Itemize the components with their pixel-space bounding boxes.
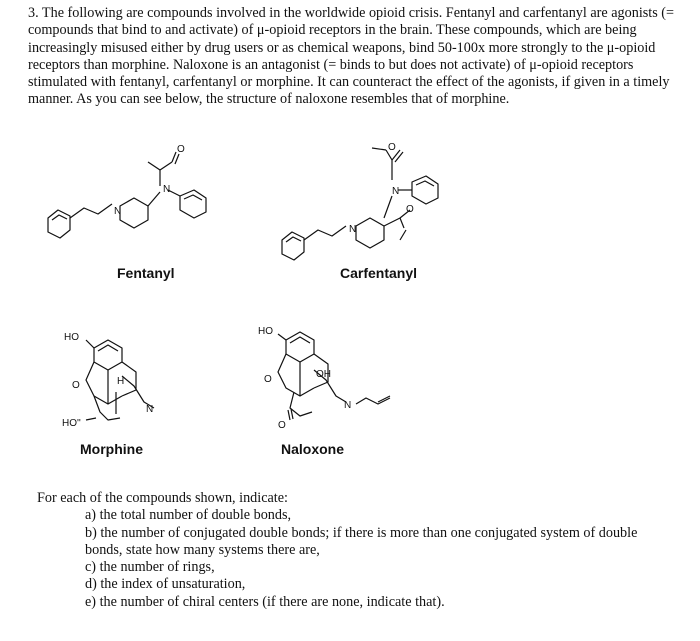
carfentanyl-n-amide-label: N [392,186,400,197]
question-item-c: c) the number of rings, [85,559,215,576]
morphine-h-label: H [117,376,125,387]
naloxone-structure [278,332,390,420]
morphine-label: Morphine [80,441,143,457]
naloxone-o-ketone-label: O [278,420,286,431]
fentanyl-n-amide-label: N [163,184,171,195]
question-item-b: b) the number of conjugated double bonds; if there is more than one conjugated system of double bonds, state how many systems there are, [85,524,638,558]
morphine-o-label: O [72,380,80,391]
question-item-a: a) the total number of double bonds, [85,507,292,524]
naloxone-oh-label: OH [316,369,331,380]
fentanyl-structure [48,152,206,238]
naloxone-n-label: N [344,400,352,411]
carfentanyl-structure [282,148,438,260]
naloxone-label: Naloxone [281,441,345,457]
problem-statement: 3. The following are compounds involved in the worldwide opioid crisis. Fentanyl and carfentanyl are agonists (= compounds that bind to and activate) of μ-opioid receptors in the brain. These compounds, which are being increasingly misused either by drug users or as chemical weapons, bind 50-100x more strongly to the μ-opioid receptors than morphine. Naloxone is an antagonist (= binds to but does not activate) of μ-opioid receptors stimulated with fentanyl, carfentanyl or morphine. It can counteract the effect of the agonists, if given in a timely manner. As you can see below, the structure of naloxone resembles that of morphine. [28,5,675,108]
naloxone-ho-label: HO [258,326,273,337]
fentanyl-label: Fentanyl [117,265,175,281]
carfentanyl-o-ester-label: O [406,204,414,215]
question-item-d: d) the index of unsaturation, [85,576,246,593]
questions-lead: For each of the compounds shown, indicate: [37,490,288,506]
morphine-ho-label: HO [64,332,79,343]
questions-list [37,507,677,611]
question-item-e: e) the number of chiral centers (if there are none, indicate that). [85,593,445,610]
morphine-n-label: N [146,404,154,415]
carfentanyl-o-label: O [388,142,396,153]
morphine-ho-wedge-label: HO'' [62,418,81,429]
naloxone-o-label: O [264,374,272,385]
carfentanyl-label: Carfentanyl [340,265,418,281]
carfentanyl-n-ring-label: N [349,224,357,235]
questions-section [37,490,677,611]
fentanyl-o-label: O [177,144,185,155]
fentanyl-n-ring-label: N [114,206,122,217]
